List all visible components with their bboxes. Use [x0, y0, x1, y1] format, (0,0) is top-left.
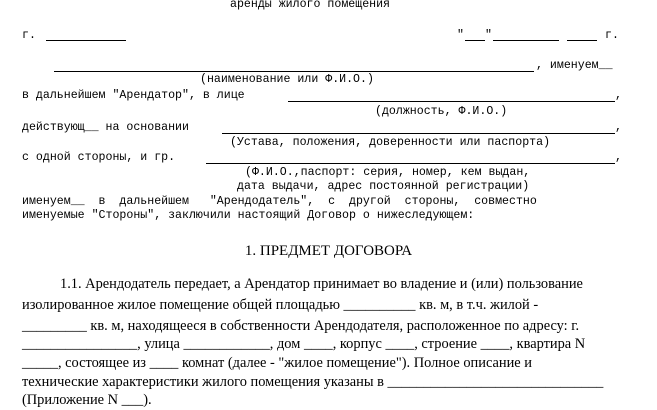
- paragraph-line-1: 1.1. Арендодатель передает, а Арендатор принимает во владение и (или) пользование: [60, 276, 583, 292]
- paragraph-line-5: _____, состоящее из ____ комнат (далее - "жилое помещение"). Полное описание и: [22, 355, 532, 371]
- title-fragment: аренды жилого помещения: [230, 0, 391, 11]
- side-prefix: с одной стороны, и гр.: [22, 151, 176, 164]
- named-suffix: , именуем__: [536, 59, 613, 72]
- paragraph-line-4: ________________, улица ____________, дом ____, корпус ____, строение ____, квартира N: [22, 336, 586, 352]
- paragraph-line-3: _________ кв. м, находящееся в собственности Арендодателя, расположенное по адресу: г.: [22, 318, 580, 334]
- year-suffix: г.: [605, 29, 619, 42]
- citizen-blank: [206, 163, 615, 164]
- passport-hint-2: дата выдачи, адрес постоянной регистрации): [237, 180, 530, 193]
- city-blank: [46, 40, 126, 41]
- basis-blank: [222, 133, 615, 134]
- tenant-prefix: в дальнейшем "Арендатор", в лице: [22, 89, 245, 102]
- city-label: г.: [22, 29, 36, 42]
- passport-hint-1: (Ф.И.О.,паспорт: серия, номер, кем выдан,: [245, 166, 531, 179]
- date-quote-open: ": [457, 29, 464, 42]
- date-quote-close: ": [485, 29, 492, 42]
- section-title: 1. ПРЕДМЕТ ДОГОВОРА: [244, 243, 413, 259]
- representative-blank: [288, 101, 615, 102]
- parties-line: именуемые "Стороны", заключили настоящий Договор о нижеследующем:: [22, 209, 475, 222]
- landlord-line: именуем__ в дальнейшем "Арендодатель", с другой стороны, совместно: [22, 195, 537, 208]
- paragraph-line-7: (Приложение N ___).: [22, 392, 152, 408]
- tenant-comma: ,: [615, 89, 622, 102]
- paragraph-line-6: технические характеристики жилого помещения указаны в ______________________________: [22, 374, 604, 390]
- year-blank: [567, 40, 597, 41]
- acting-prefix: действующ__ на основании: [22, 121, 189, 134]
- party-name-blank: [54, 71, 534, 72]
- side-comma: ,: [615, 151, 622, 164]
- basis-hint: (Устава, положения, доверенности или паспорта): [230, 136, 551, 149]
- position-hint: (должность, Ф.И.О.): [375, 105, 508, 118]
- name-hint: (наименование или Ф.И.О.): [200, 73, 374, 86]
- acting-comma: ,: [615, 121, 622, 134]
- paragraph-line-2: изолированное жилое помещение общей площадью __________ кв. м, в т.ч. жилой -: [22, 297, 539, 313]
- day-blank: [465, 40, 485, 41]
- month-blank: [493, 40, 559, 41]
